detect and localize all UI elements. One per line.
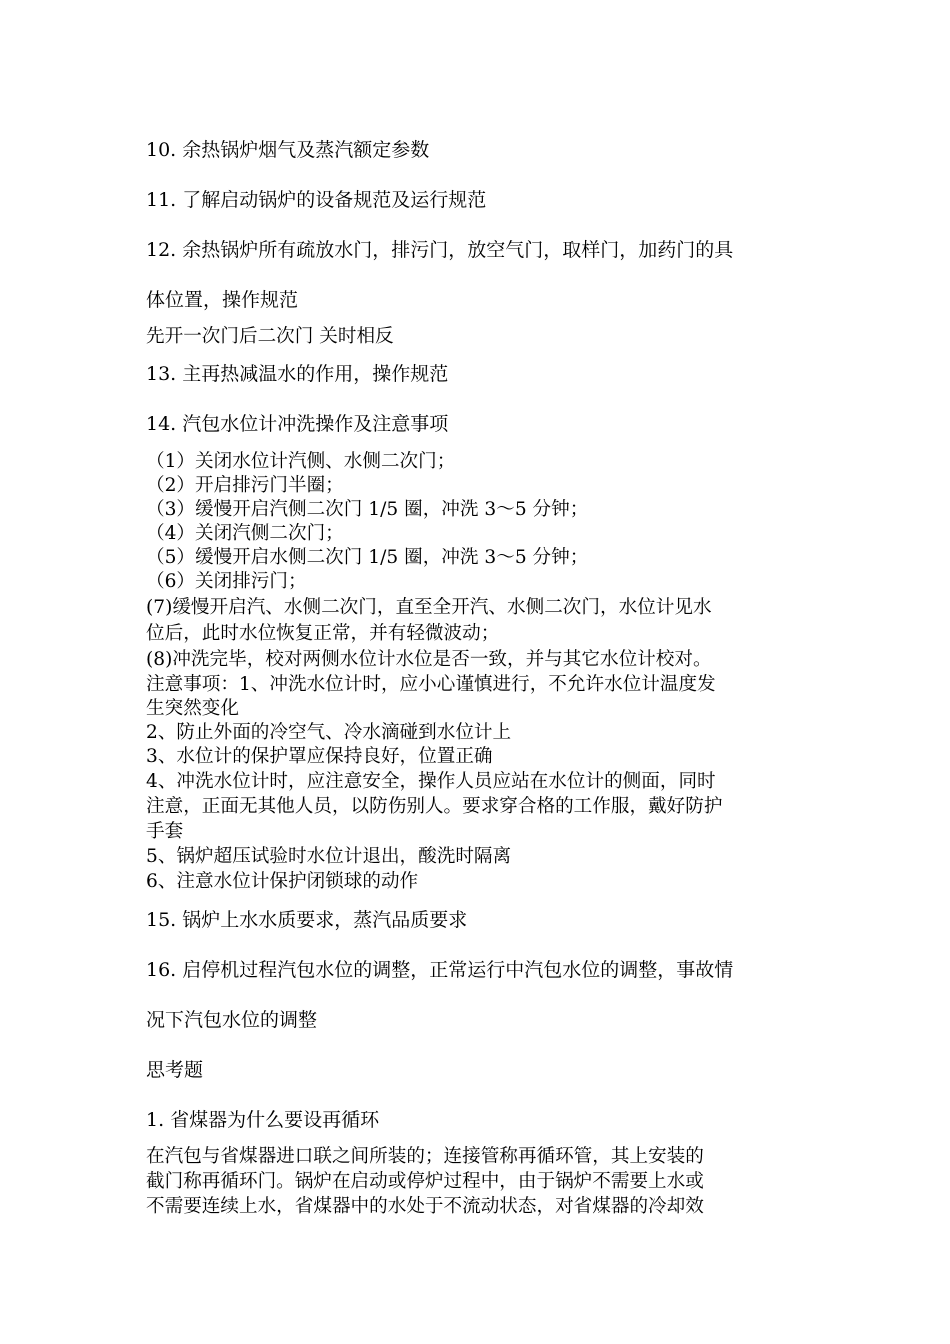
- notes-4-cont: 注意，正面无其他人员，以防伤别人。要求穿合格的工作服，戴好防护: [146, 796, 723, 817]
- heading-item-16: 16. 启停机过程汽包水位的调整，正常运行中汽包水位的调整，事故情: [146, 959, 734, 981]
- notes-2: 2、防止外面的冷空气、冷水滴碰到水位计上: [146, 722, 512, 743]
- heading-item-13: 13. 主再热减温水的作用，操作规范: [146, 363, 449, 385]
- step-4: （4）关闭汽侧二次门；: [146, 523, 344, 544]
- step-2: （2）开启排污门半圈；: [146, 475, 344, 496]
- answer-line-1: 在汽包与省煤器进口联之间所装的；连接管称再循环管，其上安装的: [146, 1146, 704, 1167]
- step-8: (8)冲洗完毕，校对两侧水位计水位是否一致，并与其它水位计校对。: [146, 649, 712, 670]
- step-5: （5）缓慢开启水侧二次门 1/5 圈，冲洗 3～5 分钟；: [146, 547, 589, 568]
- heading-item-12: 12. 余热锅炉所有疏放水门，排污门，放空气门，取样门，加药门的具: [146, 239, 734, 261]
- section-title-questions: 思考题: [146, 1059, 204, 1081]
- heading-item-14: 14. 汽包水位计冲洗操作及注意事项: [146, 413, 449, 435]
- notes-5: 5、锅炉超压试验时水位计退出，酸洗时隔离: [146, 846, 512, 867]
- notes-1: 注意事项：1、冲洗水位计时，应小心谨慎进行，不允许水位计温度发: [146, 674, 716, 695]
- heading-item-12-cont: 体位置，操作规范: [146, 289, 299, 311]
- question-1: 1. 省煤器为什么要设再循环: [146, 1109, 380, 1131]
- answer-line-2: 截门称再循环门。锅炉在启动或停炉过程中，由于锅炉不需要上水或: [146, 1171, 704, 1192]
- heading-item-16-cont: 况下汽包水位的调整: [146, 1009, 318, 1031]
- step-1: （1）关闭水位计汽侧、水侧二次门；: [146, 451, 456, 472]
- heading-item-15: 15. 锅炉上水水质要求，蒸汽品质要求: [146, 909, 468, 931]
- step-6: （6）关闭排污门；: [146, 571, 307, 592]
- notes-1-cont: 生突然变化: [146, 698, 239, 719]
- step-3: （3）缓慢开启汽侧二次门 1/5 圈，冲洗 3～5 分钟；: [146, 499, 589, 520]
- heading-item-11: 11. 了解启动锅炉的设备规范及运行规范: [146, 189, 487, 211]
- notes-4-end: 手套: [146, 821, 184, 842]
- heading-item-10: 10. 余热锅炉烟气及蒸汽额定参数: [146, 139, 430, 161]
- step-7-cont: 位后，此时水位恢复正常，并有轻微波动；: [146, 623, 500, 644]
- notes-4: 4、冲洗水位计时，应注意安全，操作人员应站在水位计的侧面，同时: [146, 771, 716, 792]
- note-line: 先开一次门后二次门 关时相反: [146, 326, 394, 347]
- notes-3: 3、水位计的保护罩应保持良好，位置正确: [146, 746, 493, 767]
- notes-6: 6、注意水位计保护闭锁球的动作: [146, 871, 419, 892]
- step-7: (7)缓慢开启汽、水侧二次门，直至全开汽、水侧二次门，水位计见水: [146, 597, 712, 618]
- answer-line-3: 不需要连续上水，省煤器中的水处于不流动状态，对省煤器的冷却效: [146, 1196, 704, 1217]
